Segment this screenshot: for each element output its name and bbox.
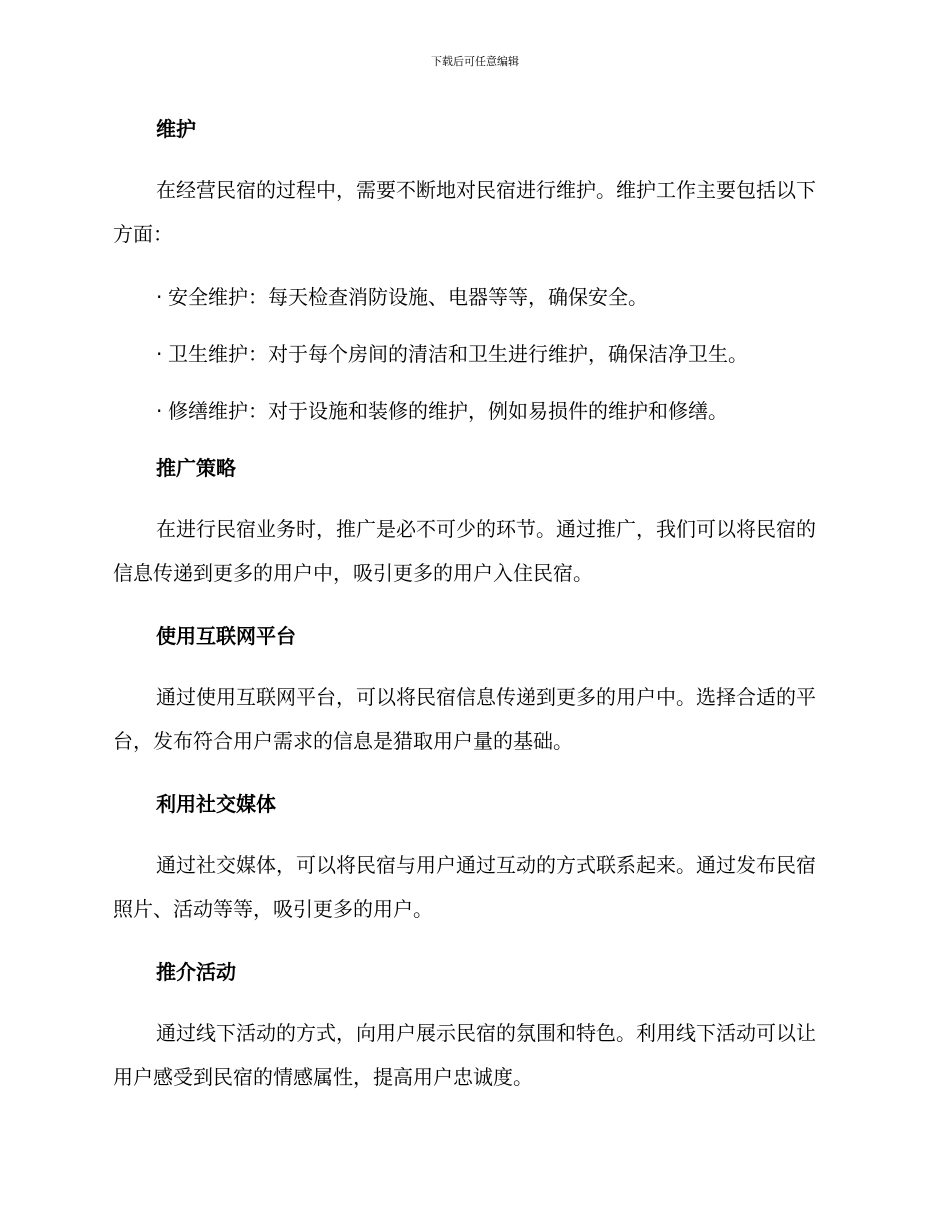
- section-heading-internet: 使用互联网平台: [156, 624, 296, 648]
- header-note: 下载后可任意编辑: [431, 55, 519, 68]
- section-heading-maintenance: 维护: [156, 117, 196, 141]
- paragraph-internet: 通过使用互联网平台，可以将民宿信息传递到更多的用户中。选择合适的平台，发布符合用户需求的信息是猎取用户量的基础。: [113, 685, 816, 753]
- bullet-dot: ·: [156, 399, 163, 423]
- paragraph-events: 通过线下活动的方式，向用户展示民宿的氛围和特色。利用线下活动可以让用户感受到民宿的情感属性，提高用户忠诚度。: [113, 1021, 816, 1089]
- paragraph-promotion: 在进行民宿业务时，推广是必不可少的环节。通过推广，我们可以将民宿的信息传递到更多的用户中，吸引更多的用户入住民宿。: [113, 517, 816, 585]
- paragraph-maintenance-intro: 在经营民宿的过程中，需要不断地对民宿进行维护。维护工作主要包括以下方面：: [113, 178, 816, 246]
- section-heading-social: 利用社交媒体: [156, 792, 276, 816]
- list-item: [113, 394, 833, 428]
- list-item-text: 安全维护：每天检查消防设施、电器等等，确保安全。: [168, 285, 648, 309]
- section-heading-promotion: 推广策略: [156, 456, 236, 480]
- list-item: [113, 280, 833, 314]
- bullet-dot: ·: [156, 285, 163, 309]
- document-body: [113, 112, 833, 1123]
- paragraph-social: 通过社交媒体，可以将民宿与用户通过互动的方式联系起来。通过发布民宿照片、活动等等，吸引更多的用户。: [113, 853, 816, 921]
- list-item: [113, 337, 833, 371]
- bullet-dot: ·: [156, 342, 163, 366]
- section-heading-events: 推介活动: [156, 960, 236, 984]
- list-item-text: 修缮维护：对于设施和装修的维护，例如易损件的维护和修缮。: [168, 399, 728, 423]
- list-item-text: 卫生维护：对于每个房间的清洁和卫生进行维护，确保洁净卫生。: [168, 342, 748, 366]
